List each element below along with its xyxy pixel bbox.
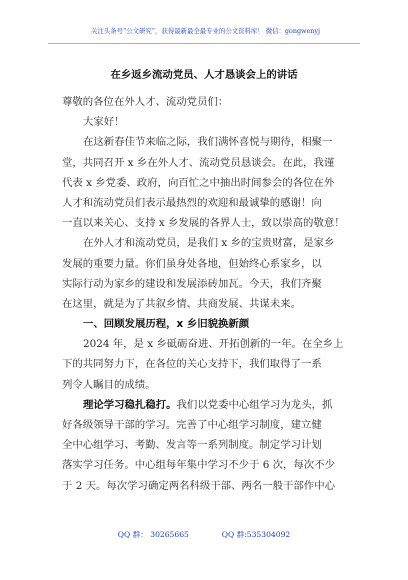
footer-bar: [48, 529, 360, 540]
paragraph-line: 全中心组学习、考勤、发言等一系列制度。制定学习计划: [62, 439, 322, 452]
section-heading: 一、回顾发展历程，x 乡旧貌换新颜: [83, 318, 250, 331]
document-title: 在乡返乡流动党员、人才恳谈会上的讲话: [110, 69, 298, 81]
paragraph-line: 2024 年，是 x 乡砥砺奋进、开拓创新的一年。在全乡上: [83, 338, 344, 351]
paragraph-line: 堂，共同召开 x 乡在外人才、流动党员恳谈会。在此，我谨: [62, 156, 335, 169]
paragraph-line: [62, 395, 356, 415]
header-banner: 关注头条号“公文研究”，获得最新最全最专业的公文资料库！ 微信：gongwenyj: [91, 27, 320, 35]
footer-qq-group-1: QQ 群： 30265665: [117, 530, 189, 539]
paragraph-line: 发展的重要力量。你们虽身处各地，但始终心系家乡，以: [62, 257, 322, 270]
document-body: [62, 92, 356, 496]
footer-qq-group-2: QQ 群:535304092: [221, 530, 291, 539]
paragraph-line: 在这里，就是为了共叙乡情、共商发展、共谋未来。: [62, 297, 301, 310]
paragraph-line: 于 2 天。每次学习确定两名科级干部、两名一般干部作中心: [62, 479, 335, 492]
paragraph-lead: 理论学习稳扎稳打。: [83, 398, 177, 411]
paragraph-line: 一直以来关心、支持 x 乡发展的各界人士，致以崇高的敬意！: [62, 217, 345, 230]
paragraph-line: 下的共同努力下，在各位的关心支持下，我们取得了一系: [62, 358, 322, 371]
greeting: 大家好！: [83, 116, 125, 129]
paragraph-line: 人才和流动党员们表示最热烈的欢迎和最诚挚的感谢！向: [62, 196, 322, 209]
paragraph-line: 在这新春佳节来临之际，我们满怀喜悦与期待，相聚一: [83, 136, 333, 149]
paragraph-line: 代表 x 乡党委、政府，向百忙之中抽出时间参会的各位在外: [62, 176, 335, 189]
paragraph-line: 实际行动为家乡的建设和发展添砖加瓦。今天，我们齐聚: [62, 277, 322, 290]
paragraph-line: 好各级领导干部的学习。完善了中心组学习制度，建立健: [62, 419, 322, 431]
salutation: 尊敬的各位在外人才、流动党员们：: [62, 96, 229, 108]
paragraph-line: 落实学习任务。中心组每年集中学习不少于 6 次，每次不少: [62, 459, 335, 472]
paragraph-line: 在外人才和流动党员，是我们 x 乡的宝贵财富，是家乡: [83, 237, 335, 250]
paragraph-line: 列令人瞩目的成绩。: [62, 378, 156, 391]
header-rule: [48, 43, 360, 44]
paragraph-lead-rest: 我们以党委中心组学习为龙头，抓: [176, 398, 333, 411]
